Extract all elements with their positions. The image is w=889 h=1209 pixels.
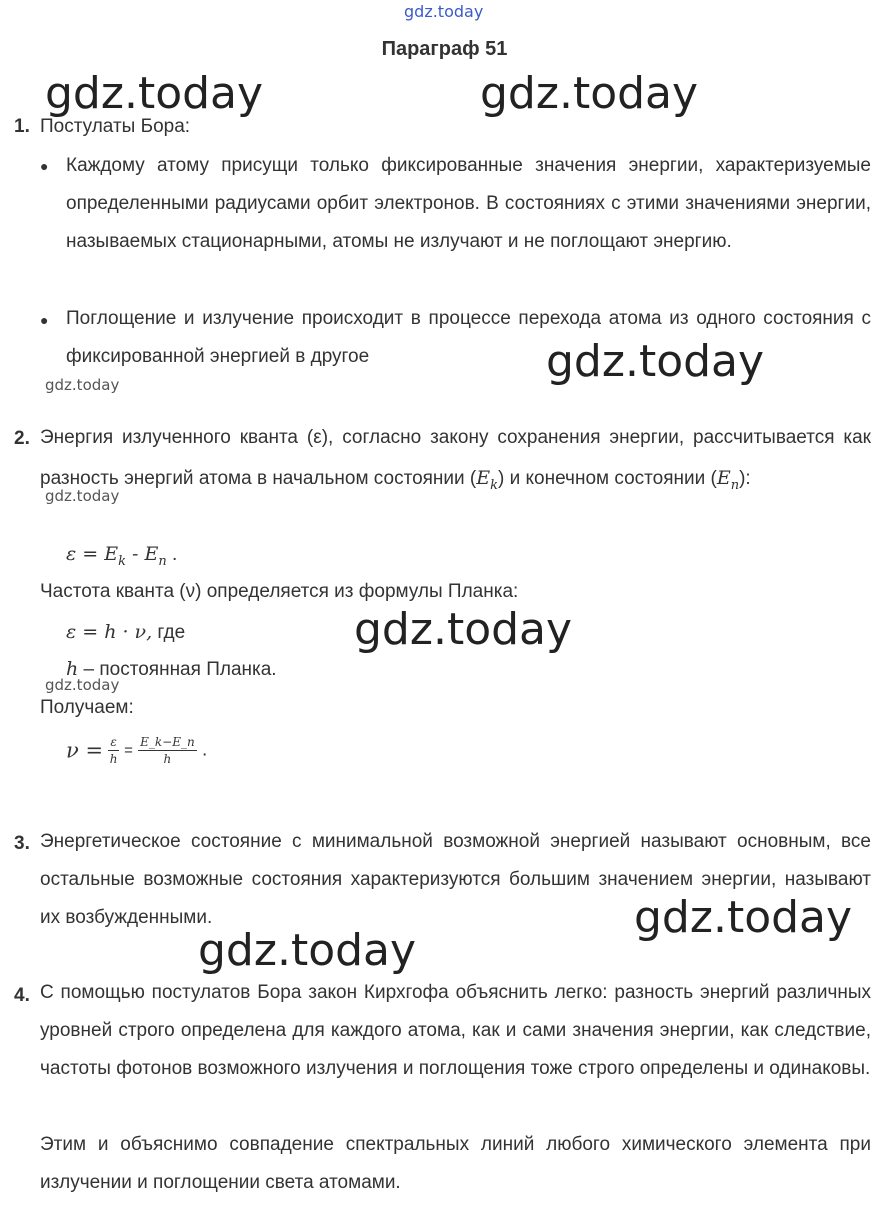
math-sub: k	[118, 553, 126, 569]
watermark: gdz.today	[354, 604, 573, 655]
math-sub: n	[158, 553, 167, 569]
formula-tail: где	[157, 622, 186, 643]
question-number: 1.	[14, 116, 30, 137]
fraction-denominator: h	[109, 752, 118, 766]
bullet-icon: ●	[40, 312, 49, 328]
site-logo[interactable]: gdz.today	[404, 2, 484, 21]
result-label: Получаем:	[40, 697, 134, 718]
fraction-denominator: h	[163, 752, 172, 766]
formula-part: ε = E	[66, 543, 119, 565]
answer-text-part: Энергия излученного кванта (ε), согласно закону сохранения энергии, рассчитывается как разность энергий атома в начальном состоянии	[40, 427, 871, 489]
bullet-icon: ●	[40, 158, 49, 174]
bullet-text: Поглощение и излучение происходит в процессе перехода атома из одного состояния с фиксированной энергией в другое	[66, 308, 871, 367]
math-var: h	[66, 658, 79, 680]
question-number: 4.	[14, 985, 30, 1006]
math-sub: k	[490, 477, 499, 493]
formula-part: - E	[125, 543, 159, 565]
fraction-numerator: ε	[110, 735, 117, 749]
fraction-numerator: E_k−E_n	[140, 735, 195, 749]
planck-definition	[66, 658, 277, 681]
question-number: 3.	[14, 833, 30, 854]
answer-text: С помощью постулатов Бора закон Кирхгофа объяснить легко: разность энергий различных уровней строго определена для каждого атома, как и сами значения энергии, как следствие, частоты фотонов возможного излучения и поглощения тоже строго определены и одинаковы.	[40, 982, 871, 1079]
answer-text-part: и конечном состоянии	[509, 468, 706, 489]
answer-text: Энергия излученного кванта (ε), согласно закону сохранения энергии, рассчитывается как разность энергий атома в начальном состоянии $(E_k)$ и конечном состоянии $(E_n)$:	[40, 427, 871, 493]
watermark: gdz.today	[634, 892, 853, 943]
definition-text: – постоянная Планка.	[83, 659, 277, 680]
question-heading: Постулаты Бора:	[40, 116, 191, 137]
bullet-text: Каждому атому присущи только фиксированные значения энергии, характеризуемые определенными радиусами орбит электронов. В состояниях с этими значениями энергии, называемых стационарными, атомы не излучают и не поглощают энергию.	[66, 155, 871, 252]
math-var: E	[716, 467, 731, 489]
formula-planck	[66, 621, 185, 644]
formula-part: ε = h · ν,	[66, 621, 153, 643]
math-var: E	[476, 467, 491, 489]
equals-sign: =	[124, 742, 133, 759]
formula-end: .	[172, 544, 178, 565]
watermark: gdz.today	[198, 925, 417, 976]
question-number: 2.	[14, 428, 30, 449]
fraction	[108, 734, 118, 767]
watermark: gdz.today	[546, 336, 765, 387]
watermark: gdz.today	[480, 68, 699, 119]
math-sub: n	[730, 477, 740, 493]
watermark-small: gdz.today	[45, 376, 120, 394]
watermark-small: gdz.today	[45, 487, 120, 505]
page-title: Параграф 51	[381, 38, 508, 60]
formula-part: ν =	[66, 738, 104, 763]
formula-energy	[66, 543, 177, 569]
formula-frequency	[66, 734, 207, 767]
watermark: gdz.today	[45, 68, 264, 119]
watermark-small: gdz.today	[45, 676, 120, 694]
planck-text: Частота кванта (ν) определяется из формулы Планка:	[40, 581, 519, 602]
fraction	[138, 734, 197, 767]
answer-text: Энергетическое состояние с минимальной возможной энергией называют основным, все остальные возможные состояния характеризуются большим значением энергии, называют их возбужденными.	[40, 831, 871, 928]
formula-end: .	[201, 739, 208, 761]
answer-text: Этим и объяснимо совпадение спектральных линий любого химического элемента при излучении и поглощении света атомами.	[40, 1134, 871, 1193]
